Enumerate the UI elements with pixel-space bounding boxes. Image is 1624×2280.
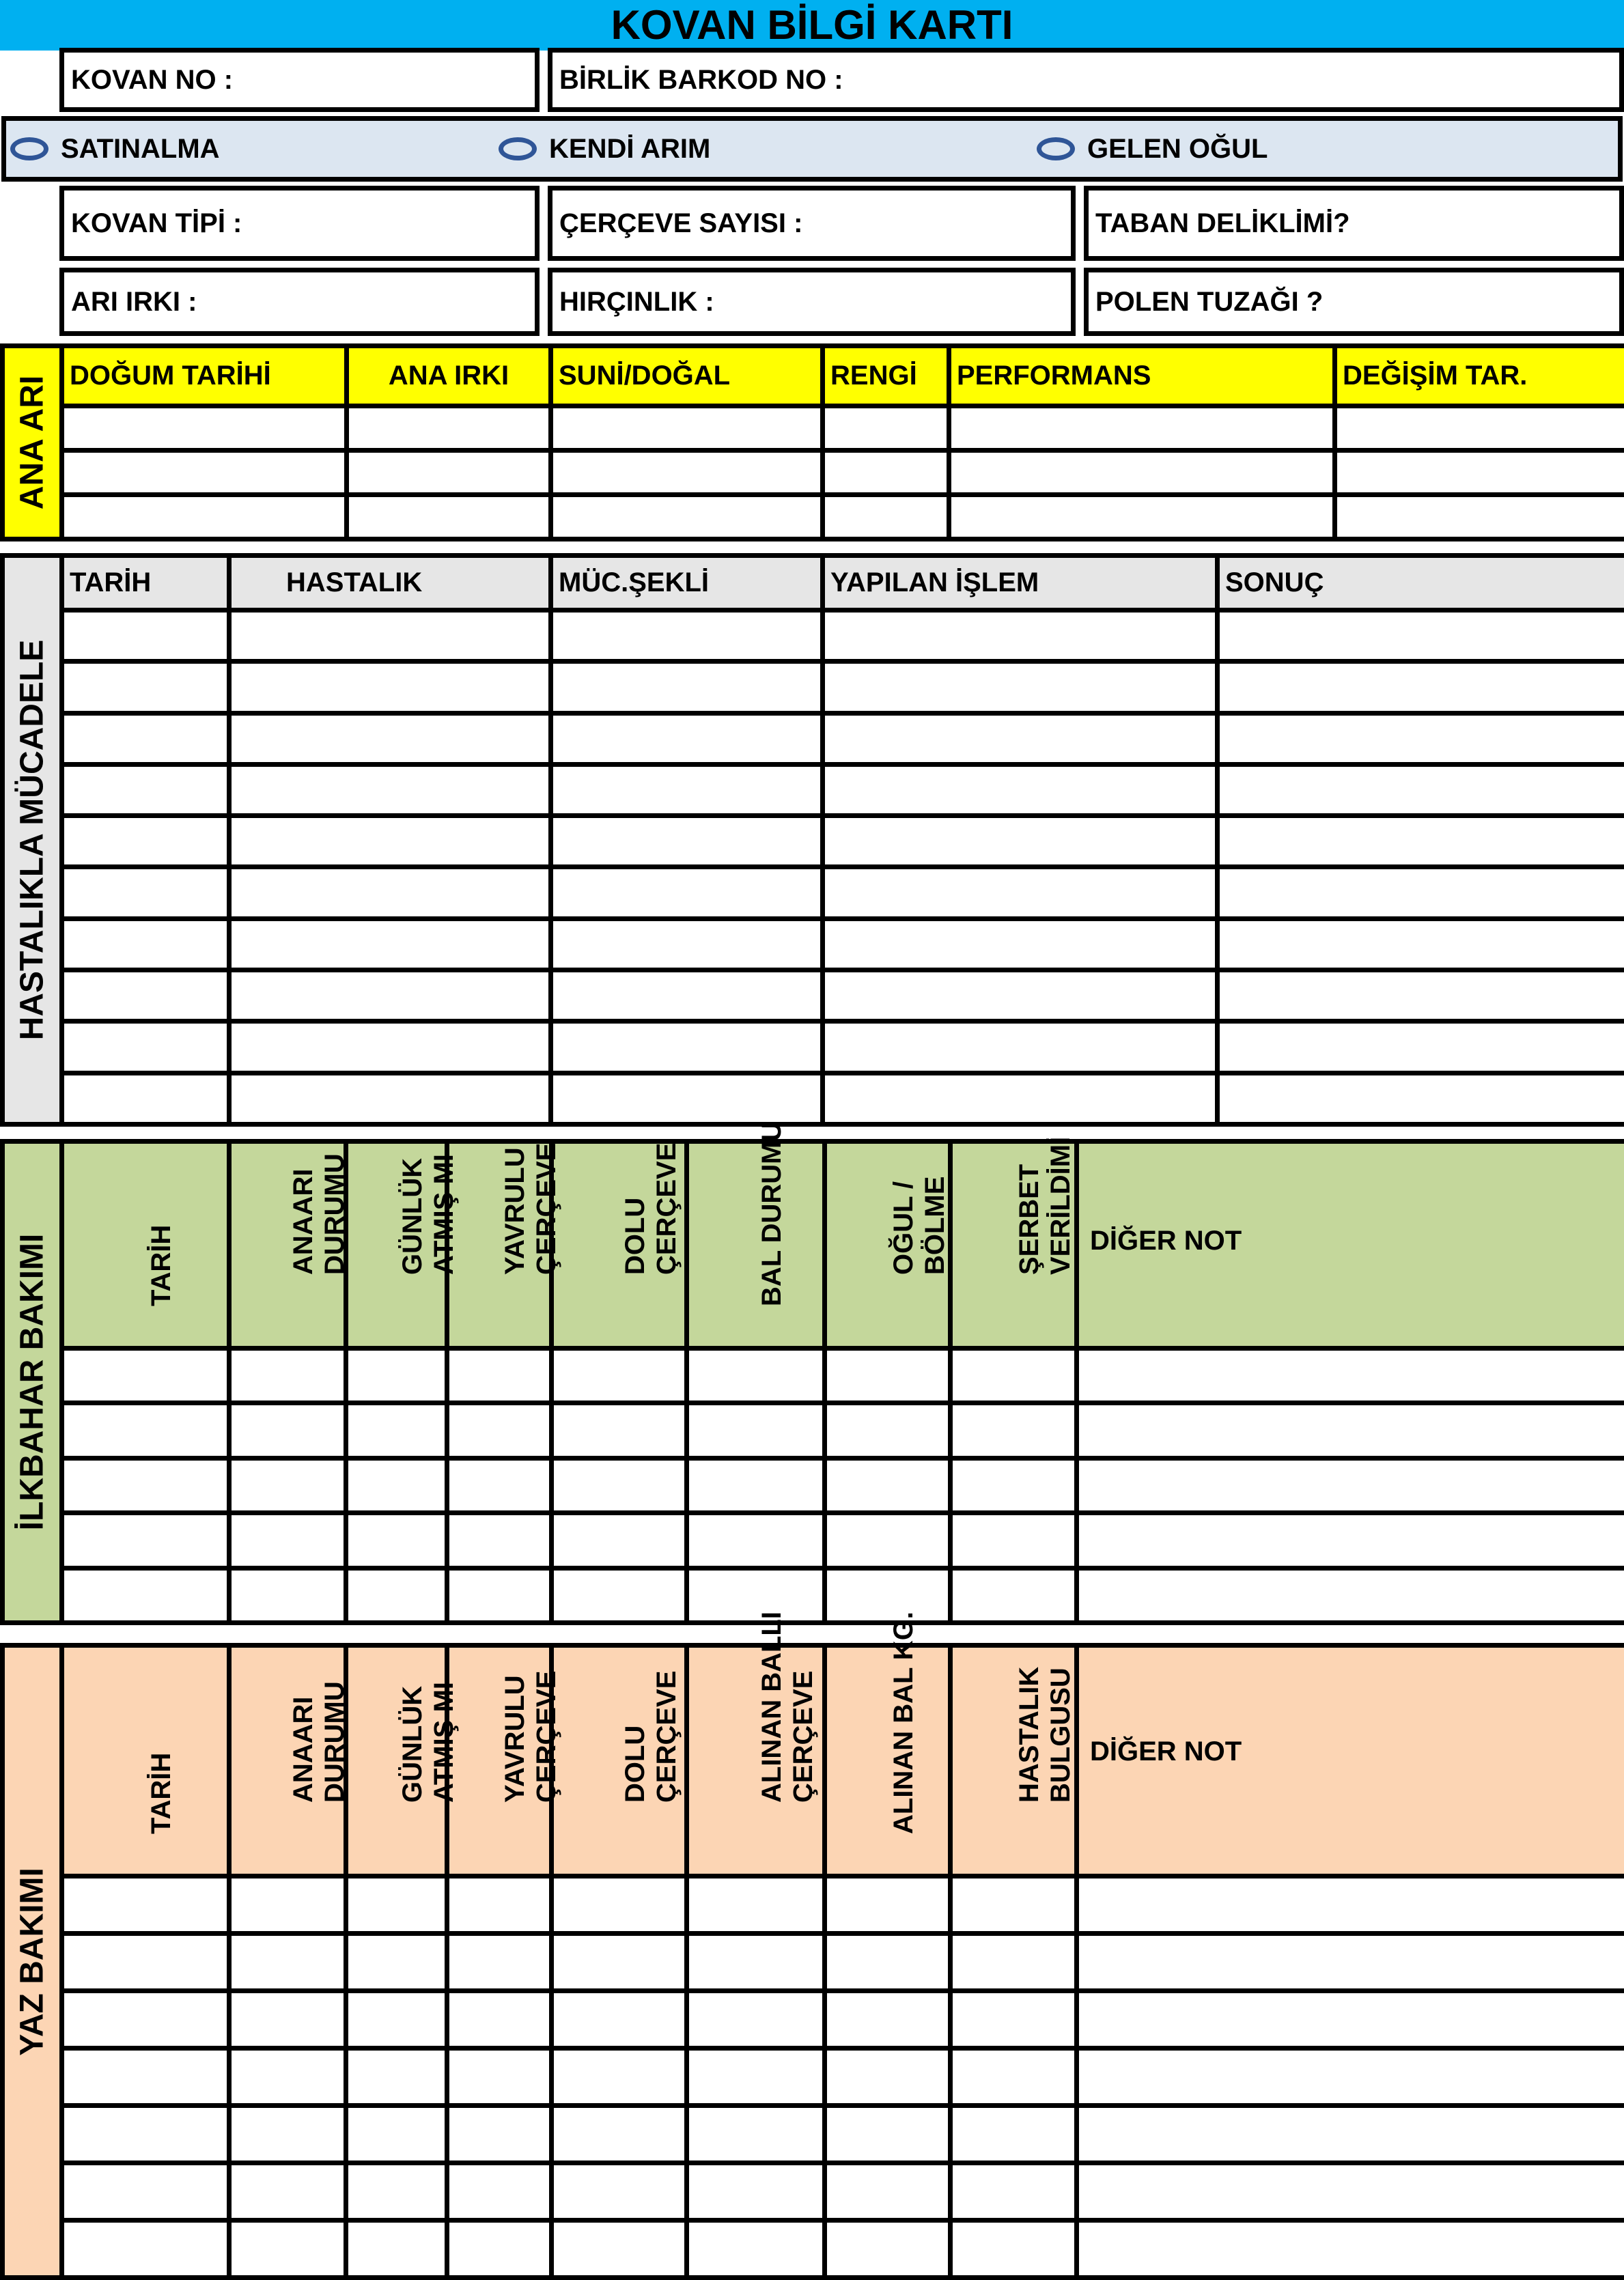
column-header: HASTALIK <box>229 556 551 610</box>
table-cell[interactable] <box>447 1403 552 1458</box>
hastalik-table <box>59 553 1624 1127</box>
table-cell[interactable] <box>62 406 347 451</box>
hircinlik-field[interactable] <box>548 268 1076 336</box>
table-cell[interactable] <box>1077 1991 1624 2049</box>
table-cell[interactable] <box>687 2049 825 2106</box>
table-cell[interactable] <box>823 451 949 495</box>
yaz-side-label: YAZ BAKIMI <box>0 1643 64 2280</box>
table-cell[interactable] <box>1218 713 1624 764</box>
table-cell[interactable] <box>447 2221 552 2278</box>
birlik-barkod-field[interactable] <box>548 48 1624 112</box>
table-cell[interactable] <box>62 713 229 764</box>
table-row <box>62 1073 1624 1124</box>
table-cell[interactable] <box>346 2221 447 2278</box>
table-cell[interactable] <box>229 1991 346 2049</box>
radio-satinalma[interactable] <box>10 121 220 177</box>
table-cell[interactable] <box>551 495 823 539</box>
table-cell[interactable] <box>62 970 229 1022</box>
table-cell[interactable] <box>229 662 551 713</box>
table-cell[interactable] <box>62 1513 229 1568</box>
table-cell[interactable] <box>823 662 1218 713</box>
table-cell[interactable] <box>62 495 347 539</box>
table-cell[interactable] <box>62 764 229 815</box>
column-header: ALINAN BALLI ÇERÇEVE <box>687 1646 825 1876</box>
column-header: TARİH <box>62 556 229 610</box>
table-cell[interactable] <box>229 610 551 662</box>
table-cell[interactable] <box>447 1458 552 1512</box>
radio-kendi-arim[interactable] <box>499 121 710 177</box>
table-cell[interactable] <box>552 1934 687 1991</box>
table-row <box>62 662 1624 713</box>
table-cell[interactable] <box>346 1568 447 1622</box>
cerceve-sayisi-label: ÇERÇEVE SAYISI : <box>559 208 803 238</box>
cerceve-sayisi-field[interactable] <box>548 186 1076 261</box>
table-cell[interactable] <box>552 1991 687 2049</box>
table-cell[interactable] <box>1335 451 1624 495</box>
table-cell[interactable] <box>346 1934 447 1991</box>
table-cell[interactable] <box>552 1568 687 1622</box>
table-cell[interactable] <box>346 2106 447 2163</box>
table-row <box>62 451 1624 495</box>
table-cell[interactable] <box>229 713 551 764</box>
table-cell[interactable] <box>229 1458 346 1512</box>
diger-not-header: DİĞER NOT <box>1077 1142 1624 1349</box>
table-cell[interactable] <box>551 1073 823 1124</box>
table-cell[interactable] <box>229 1022 551 1073</box>
table-cell[interactable] <box>229 1513 346 1568</box>
yaz-table <box>59 1612 1624 2280</box>
table-cell[interactable] <box>825 1934 951 1991</box>
table-cell[interactable] <box>552 2049 687 2106</box>
table-row <box>62 1458 1624 1512</box>
table-cell[interactable] <box>951 1934 1077 1991</box>
table-cell[interactable] <box>229 2163 346 2221</box>
table-cell[interactable] <box>823 495 949 539</box>
hastalik-side-label: HASTALIKLA MÜCADELE <box>0 553 64 1127</box>
column-header: GÜNLÜK ATMIŞ MI <box>346 1142 447 1349</box>
table-cell[interactable] <box>949 495 1335 539</box>
table-cell[interactable] <box>62 1458 229 1512</box>
table-row <box>62 2049 1624 2106</box>
table-row <box>62 1513 1624 1568</box>
table-cell[interactable] <box>1077 2106 1624 2163</box>
table-cell[interactable] <box>347 495 551 539</box>
table-cell[interactable] <box>447 2163 552 2221</box>
table-cell[interactable] <box>552 1349 687 1403</box>
table-cell[interactable] <box>1077 2163 1624 2221</box>
table-cell[interactable] <box>551 1022 823 1073</box>
table-cell[interactable] <box>687 1513 825 1568</box>
kovan-tipi-label: KOVAN TİPİ : <box>71 208 242 238</box>
table-row <box>62 406 1624 451</box>
table-cell[interactable] <box>552 1458 687 1512</box>
table-cell[interactable] <box>1218 764 1624 815</box>
table-cell[interactable] <box>229 1349 346 1403</box>
table-cell[interactable] <box>951 2221 1077 2278</box>
table-cell[interactable] <box>346 1876 447 1934</box>
table-cell[interactable] <box>687 1458 825 1512</box>
table-cell[interactable] <box>951 1403 1077 1458</box>
source-options-band <box>1 116 1623 182</box>
table-cell[interactable] <box>62 451 347 495</box>
table-row <box>62 1568 1624 1622</box>
table-cell[interactable] <box>951 1876 1077 1934</box>
table-cell[interactable] <box>551 406 823 451</box>
table-cell[interactable] <box>951 2163 1077 2221</box>
table-cell[interactable] <box>551 816 823 867</box>
table-row <box>62 2221 1624 2278</box>
table-cell[interactable] <box>951 1458 1077 1512</box>
table-cell[interactable] <box>346 1458 447 1512</box>
hircinlik-label: HIRÇINLIK : <box>559 286 714 317</box>
table-cell[interactable] <box>229 867 551 918</box>
table-cell[interactable] <box>949 406 1335 451</box>
table-cell[interactable] <box>229 970 551 1022</box>
table-cell[interactable] <box>62 2049 229 2106</box>
column-header: ANAARI DURUMU <box>229 1142 346 1349</box>
table-cell[interactable] <box>1218 918 1624 970</box>
table-cell[interactable] <box>552 1876 687 1934</box>
column-header: ANAARI DURUMU <box>229 1646 346 1876</box>
table-cell[interactable] <box>823 816 1218 867</box>
table-cell[interactable] <box>1077 1934 1624 1991</box>
table-cell[interactable] <box>823 970 1218 1022</box>
table-cell[interactable] <box>552 1403 687 1458</box>
table-cell[interactable] <box>229 1073 551 1124</box>
table-cell[interactable] <box>1218 970 1624 1022</box>
table-cell[interactable] <box>825 2049 951 2106</box>
table-cell[interactable] <box>229 816 551 867</box>
table-cell[interactable] <box>62 1022 229 1073</box>
table-cell[interactable] <box>1077 1458 1624 1512</box>
table-cell[interactable] <box>1218 867 1624 918</box>
table-cell[interactable] <box>823 1022 1218 1073</box>
table-cell[interactable] <box>62 867 229 918</box>
column-header: DEĞİŞİM TAR. <box>1335 346 1624 406</box>
table-cell[interactable] <box>229 2049 346 2106</box>
table-cell[interactable] <box>1077 1349 1624 1403</box>
table-cell[interactable] <box>62 1568 229 1622</box>
table-cell[interactable] <box>552 2221 687 2278</box>
table-cell[interactable] <box>62 1876 229 1934</box>
table-cell[interactable] <box>229 2221 346 2278</box>
table-cell[interactable] <box>687 2106 825 2163</box>
table-cell[interactable] <box>825 1513 951 1568</box>
table-cell[interactable] <box>825 1458 951 1512</box>
table-cell[interactable] <box>229 1876 346 1934</box>
table-row <box>62 1934 1624 1991</box>
table-cell[interactable] <box>951 1349 1077 1403</box>
table-cell[interactable] <box>1077 2221 1624 2278</box>
column-header: YAPILAN İŞLEM <box>823 556 1218 610</box>
radio-circle-icon <box>10 137 48 160</box>
table-cell[interactable] <box>346 1349 447 1403</box>
table-cell[interactable] <box>447 1876 552 1934</box>
table-row <box>62 2106 1624 2163</box>
table-cell[interactable] <box>552 2106 687 2163</box>
column-header: ŞERBET VERİLDİMİ <box>951 1142 1077 1349</box>
table-cell[interactable] <box>62 1403 229 1458</box>
table-cell[interactable] <box>949 451 1335 495</box>
table-cell[interactable] <box>1077 1568 1624 1622</box>
table-row <box>62 2163 1624 2221</box>
table-cell[interactable] <box>951 1568 1077 1622</box>
table-cell[interactable] <box>825 1876 951 1934</box>
table-cell[interactable] <box>825 1403 951 1458</box>
table-cell[interactable] <box>447 1568 552 1622</box>
radio-gelen-ogul[interactable] <box>1037 121 1268 177</box>
table-cell[interactable] <box>825 2163 951 2221</box>
table-cell[interactable] <box>823 610 1218 662</box>
column-header: YAVRULU ÇERÇEVE <box>447 1142 552 1349</box>
column-header: ALINAN BAL KG. <box>825 1646 951 1876</box>
table-cell[interactable] <box>447 1349 552 1403</box>
table-row <box>62 1403 1624 1458</box>
table-cell[interactable] <box>346 2049 447 2106</box>
table-cell[interactable] <box>447 2106 552 2163</box>
table-cell[interactable] <box>823 713 1218 764</box>
table-cell[interactable] <box>62 662 229 713</box>
column-header: HASTALIK BULGUSU <box>951 1646 1077 1876</box>
birlik-barkod-label: BİRLİK BARKOD NO : <box>559 64 843 95</box>
table-cell[interactable] <box>951 1513 1077 1568</box>
table-cell[interactable] <box>62 1073 229 1124</box>
kovan-tipi-field[interactable] <box>59 186 540 261</box>
column-header: YAVRULU ÇERÇEVE <box>447 1646 552 1876</box>
column-header: OĞUL / BÖLME <box>825 1142 951 1349</box>
table-cell[interactable] <box>447 1934 552 1991</box>
table-cell[interactable] <box>62 2221 229 2278</box>
table-row <box>62 867 1624 918</box>
table-cell[interactable] <box>551 713 823 764</box>
table-cell[interactable] <box>825 1349 951 1403</box>
table-row <box>62 918 1624 970</box>
table-cell[interactable] <box>951 2106 1077 2163</box>
table-cell[interactable] <box>1218 610 1624 662</box>
table-cell[interactable] <box>62 918 229 970</box>
column-header: TARİH <box>62 1646 229 1876</box>
table-row <box>62 1022 1624 1073</box>
table-cell[interactable] <box>823 918 1218 970</box>
table-cell[interactable] <box>229 1403 346 1458</box>
table-cell[interactable] <box>346 1513 447 1568</box>
column-header: BAL DURUMU <box>687 1142 825 1349</box>
column-header: RENGİ <box>823 346 949 406</box>
table-row <box>62 1991 1624 2049</box>
table-row <box>62 816 1624 867</box>
table-cell[interactable] <box>346 1403 447 1458</box>
table-cell[interactable] <box>447 1513 552 1568</box>
table-row <box>62 970 1624 1022</box>
table-cell[interactable] <box>551 662 823 713</box>
table-cell[interactable] <box>1077 1876 1624 1934</box>
table-row <box>62 610 1624 662</box>
table-cell[interactable] <box>687 1991 825 2049</box>
column-header: GÜNLÜK ATMIŞ MI <box>346 1646 447 1876</box>
table-cell[interactable] <box>687 1403 825 1458</box>
table-row <box>62 1876 1624 1934</box>
column-header: DOĞUM TARİHİ <box>62 346 347 406</box>
table-cell[interactable] <box>551 918 823 970</box>
table-cell[interactable] <box>447 2049 552 2106</box>
table-cell[interactable] <box>1218 1022 1624 1073</box>
column-header: PERFORMANS <box>949 346 1335 406</box>
table-cell[interactable] <box>1077 2049 1624 2106</box>
table-cell[interactable] <box>1218 816 1624 867</box>
table-cell[interactable] <box>229 1568 346 1622</box>
polen-tuzagi-field[interactable] <box>1084 268 1624 336</box>
table-cell[interactable] <box>1218 1073 1624 1124</box>
table-cell[interactable] <box>229 918 551 970</box>
table-cell[interactable] <box>551 610 823 662</box>
table-cell[interactable] <box>551 451 823 495</box>
table-cell[interactable] <box>687 1876 825 1934</box>
radio-label: SATINALMA <box>61 133 220 164</box>
column-header: TARİH <box>62 1142 229 1349</box>
table-cell[interactable] <box>823 1073 1218 1124</box>
polen-tuzagi-label: POLEN TUZAĞI ? <box>1095 286 1324 317</box>
table-cell[interactable] <box>346 2163 447 2221</box>
radio-circle-icon <box>1037 137 1075 160</box>
taban-delikli-label: TABAN DELİKLİMİ? <box>1095 208 1350 238</box>
table-cell[interactable] <box>551 764 823 815</box>
table-cell[interactable] <box>229 1934 346 1991</box>
table-cell[interactable] <box>447 1991 552 2049</box>
table-cell[interactable] <box>687 2163 825 2221</box>
table-cell[interactable] <box>552 2163 687 2221</box>
ana-ari-side-label: ANA ARI <box>0 343 64 541</box>
table-cell[interactable] <box>951 2049 1077 2106</box>
table-cell[interactable] <box>825 2221 951 2278</box>
table-cell[interactable] <box>1218 662 1624 713</box>
table-row <box>62 1349 1624 1403</box>
kovan-no-label: KOVAN NO : <box>71 64 234 95</box>
table-row <box>62 495 1624 539</box>
ilkbahar-side-label: İLKBAHAR BAKIMI <box>0 1139 64 1625</box>
table-cell[interactable] <box>823 867 1218 918</box>
diger-not-header: DİĞER NOT <box>1077 1646 1624 1876</box>
ilkbahar-table <box>59 1121 1624 1625</box>
table-cell[interactable] <box>229 2106 346 2163</box>
table-cell[interactable] <box>347 406 551 451</box>
table-cell[interactable] <box>1335 406 1624 451</box>
ari-irki-field[interactable] <box>59 268 540 336</box>
table-cell[interactable] <box>229 764 551 815</box>
table-cell[interactable] <box>62 1349 229 1403</box>
ana-ari-table <box>59 343 1624 541</box>
table-cell[interactable] <box>347 451 551 495</box>
table-cell[interactable] <box>825 1991 951 2049</box>
taban-delikli-field[interactable] <box>1084 186 1624 261</box>
table-cell[interactable] <box>62 2163 229 2221</box>
kovan-no-field[interactable] <box>59 48 540 112</box>
radio-label: GELEN OĞUL <box>1087 133 1268 164</box>
table-cell[interactable] <box>551 970 823 1022</box>
table-cell[interactable] <box>1335 495 1624 539</box>
radio-circle-icon <box>499 137 537 160</box>
radio-label: KENDİ ARIM <box>549 133 711 164</box>
table-row <box>62 713 1624 764</box>
column-header: MÜC.ŞEKLİ <box>551 556 823 610</box>
table-row <box>62 764 1624 815</box>
table-cell[interactable] <box>62 2106 229 2163</box>
table-cell[interactable] <box>687 2221 825 2278</box>
ari-irki-label: ARI IRKI : <box>71 286 197 317</box>
table-cell[interactable] <box>62 816 229 867</box>
table-cell[interactable] <box>62 1934 229 1991</box>
column-header: DOLU ÇERÇEVE <box>552 1646 687 1876</box>
table-cell[interactable] <box>62 1991 229 2049</box>
table-cell[interactable] <box>823 764 1218 815</box>
column-header: SONUÇ <box>1218 556 1624 610</box>
table-cell[interactable] <box>1077 1513 1624 1568</box>
column-header: SUNİ/DOĞAL <box>551 346 823 406</box>
table-cell[interactable] <box>1077 1403 1624 1458</box>
column-header: DOLU ÇERÇEVE <box>552 1142 687 1349</box>
column-header: ANA IRKI <box>347 346 551 406</box>
table-cell[interactable] <box>62 610 229 662</box>
table-cell[interactable] <box>552 1513 687 1568</box>
table-cell[interactable] <box>823 406 949 451</box>
table-cell[interactable] <box>346 1991 447 2049</box>
page-title: KOVAN BİLGİ KARTI <box>0 0 1624 51</box>
table-cell[interactable] <box>551 867 823 918</box>
table-cell[interactable] <box>951 1991 1077 2049</box>
table-cell[interactable] <box>825 2106 951 2163</box>
table-cell[interactable] <box>687 1349 825 1403</box>
table-cell[interactable] <box>687 1934 825 1991</box>
